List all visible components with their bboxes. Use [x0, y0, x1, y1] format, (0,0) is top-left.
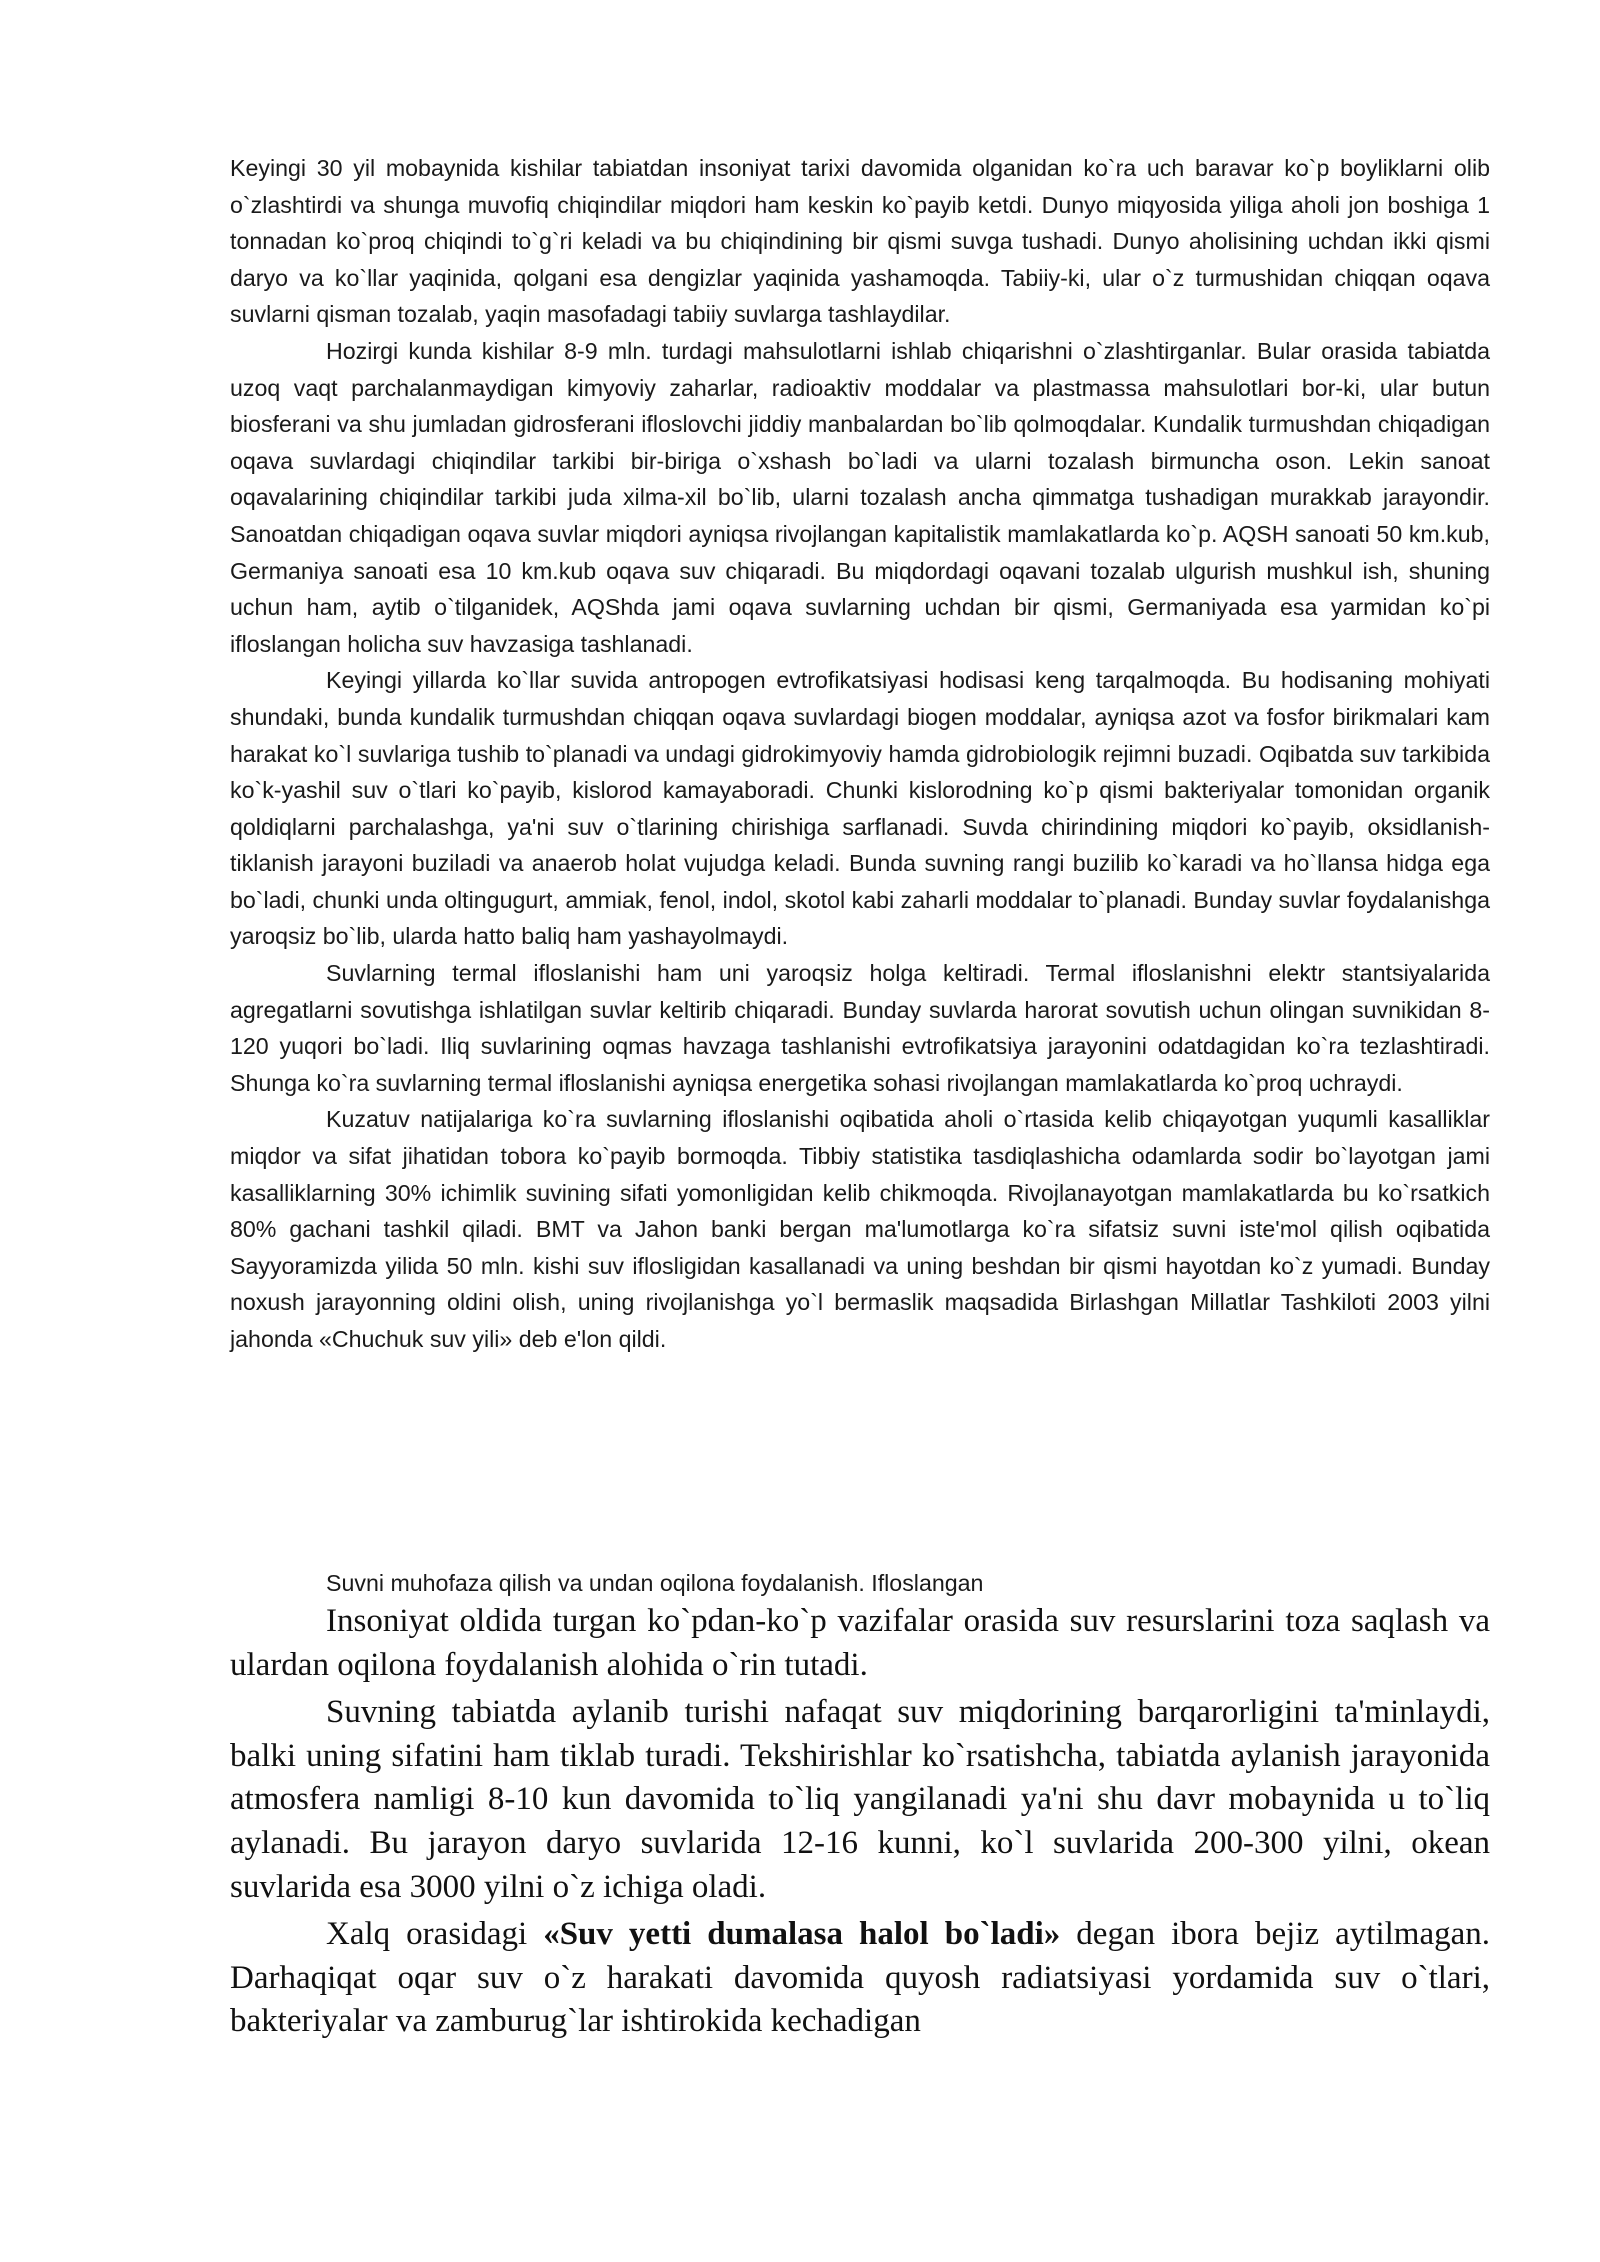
paragraph-4: Suvlarning termal ifloslanishi ham uni yaroqsiz holga keltiradi. Termal ifloslanishni elektr stantsiyalarida agregatlarni sovutishga ishlatilgan suvlar keltirib chiqaradi. Bunday suvlarda harorat sovutish uchun olingan suvnikidan 8-120 yuqori bo`ladi. Iliq suvlarining oqmas havzaga tashlanishi evtrofikatsiya jarayonini odatdagidan ko`ra tezlashtiradi. Shunga ko`ra suvlarning termal ifloslanishi ayniqsa energetika sohasi rivojlangan mamlakatlarda ko`proq uchraydi. [230, 960, 1490, 1096]
section-heading: Suvni muhofaza qilish va undan oqilona foydalanish. Ifloslangan [326, 1570, 984, 1596]
paragraph-3: Keyingi yillarda ko`llar suvida antropogen evtrofikatsiyasi hodisasi keng tarqalmoqda. Bu hodisaning mohiyati shundaki, bunda kundalik turmushdan chiqqan oqava suvlardagi biogen moddalar, ayniqsa azot va fosfor birikmalari kam harakat ko`l suvlariga tushib to`planadi va undagi gidrokimyoviy hamda gidrobiologik rejimni buzadi. Oqibatda suv tarkibida ko`k-yashil suv o`tlari ko`payib, kislorod kamayaboradi. Chunki kislorodning ko`p qismi bakteriyalar tomonidan organik qoldiqlarni parchalashga, ya'ni suv o`tlarining chirishiga sarflanadi. Suvda chirindining miqdori ko`payib, oksidlanish-tiklanish jarayoni buziladi va anaerob holat vujudga keladi. Bunda suvning rangi buzilib ko`karadi va ho`llansa hidga ega bo`ladi, chunki unda oltingugurt, ammiak, fenol, indol, skotol kabi zaharli moddalar to`planadi. Bunday suvlar foydalanishga yaroqsiz bo`lib, ularda hatto baliq ham yashayolmaydi. [230, 667, 1490, 950]
paragraph-2: Hozirgi kunda kishilar 8-9 mln. turdagi mahsulotlarni ishlab chiqarishni o`zlashtirganlar. Bular orasida tabiatda uzoq vaqt parchalanmaydigan kimyoviy zaharlar, radioaktiv moddalar va plastmassa mahsulotlari bor-ki, ular butun biosferani va shu jumladan gidrosferani ifloslovchi jiddiy manbalardan bo`lib qolmoqdalar. Kundalik turmushdan chiqadigan oqava suvlardagi chiqindilar tarkibi bir-biriga o`xshash bo`ladi va ularni tozalash birmuncha oson. Lekin sanoat oqavalarining chiqindilar tarkibi juda xilma-xil bo`lib, ularni tozalash ancha qimmatga tushadigan murakkab jarayondir. Sanoatdan chiqadigan oqava suvlar miqdori ayniqsa rivojlangan kapitalistik mamlakatlarda ko`p. AQSH sanoati 50 km.kub, Germaniya sanoati esa 10 km.kub oqava suv chiqaradi. Bu miqdordagi oqavani tozalab ulgurish mushkul ish, shuning uchun ham, aytib o`tilganidek, AQShda jami oqava suvlarning uchdan bir qismi, Germaniyada esa yarmidan ko`pi ifloslangan holicha suv havzasiga tashlanadi. [230, 337, 1490, 657]
serif-paragraph-2: Suvning tabiatda aylanib turishi nafaqat suv miqdorining barqarorligini ta'minlaydi, balki uning sifatini ham tiklab turadi. Tekshirishlar ko`rsatishcha, tabiatda aylanish jarayonida atmosfera namligi 8-10 kun davomida to`liq yangilanadi ya'ni shu davr mobaynida u to`liq aylanadi. Bu jarayon daryo suvlarida 12-16 kunni, ko`l suvlarida 200-300 yilni, okean suvlarida esa 3000 yilni o`z ichiga oladi. [230, 1694, 1490, 1905]
serif-text-block [230, 1600, 1490, 2044]
sans-text-block [230, 150, 1490, 1358]
paragraph-5: Kuzatuv natijalariga ko`ra suvlarning ifloslanishi oqibatida aholi o`rtasida kelib chiqayotgan yuqumli kasalliklar miqdor va sifat jihatidan tobora ko`payib bormoqda. Tibbiy statistika tasdiqlashicha odamlarda sodir bo`layotgan jami kasalliklarning 30% ichimlik suvining sifati yomonligidan kelib chikmoqda. Rivojlanayotgan mamlakatlarda bu ko`rsatkich 80% gachani tashkil qiladi. BMT va Jahon banki bergan ma'lumotlarga ko`ra sifatsiz suvni iste'mol qilish oqibatida Sayyoramizda yilida 50 mln. kishi suv iflosligidan kasallanadi va uning beshdan bir qismi hayotdan ko`z yumadi. Bunday noxush jarayonning oldini olish, uning rivojlanishga yo`l bermaslik maqsadida Birlashgan Millatlar Tashkiloti 2003 yilni jahonda «Chuchuk suv yili» deb e'lon qildi. [230, 1106, 1490, 1352]
serif-paragraph-3 [230, 1913, 1490, 2044]
serif-paragraph-3-start: Xalq orasidagi [326, 1916, 544, 1953]
serif-paragraph-1: Insoniyat oldida turgan ko`pdan-ko`p vazifalar orasida suv resurslarini toza saqlash va ulardan oqilona foydalanish alohida o`rin tutadi. [230, 1603, 1490, 1683]
serif-paragraph-3-rest: degan ibora bejiz aytilmagan. Darhaqiqat oqar suv o`z harakati davomida quyosh radiatsiyasi yordamida suv o`tlari, bakteriyalar va zamburug`lar ishtirokida kechadigan [230, 1916, 1490, 2040]
paragraph-1: Keyingi 30 yil mobaynida kishilar tabiatdan insoniyat tarixi davomida olganidan ko`ra uch baravar ko`p boyliklarni olib o`zlashtirdi va shunga muvofiq chiqindilar miqdori ham keskin ko`payib ketdi. Dunyo miqyosida yiliga aholi jon boshiga 1 tonnadan ko`proq chiqindi to`g`ri keladi va bu chiqindining bir qismi suvga tushadi. Dunyo aholisining uchdan ikki qismi daryo va ko`llar yaqinida, qolgani esa dengizlar yaqinida yashamoqda. Tabiiy-ki, ular o`z turmushidan chiqqan oqava suvlarni qisman tozalab, yaqin masofadagi tabiiy suvlarga tashlaydilar. [230, 155, 1490, 328]
proverb-quote: «Suv yetti dumalasa halol bo`ladi» [543, 1916, 1061, 1953]
